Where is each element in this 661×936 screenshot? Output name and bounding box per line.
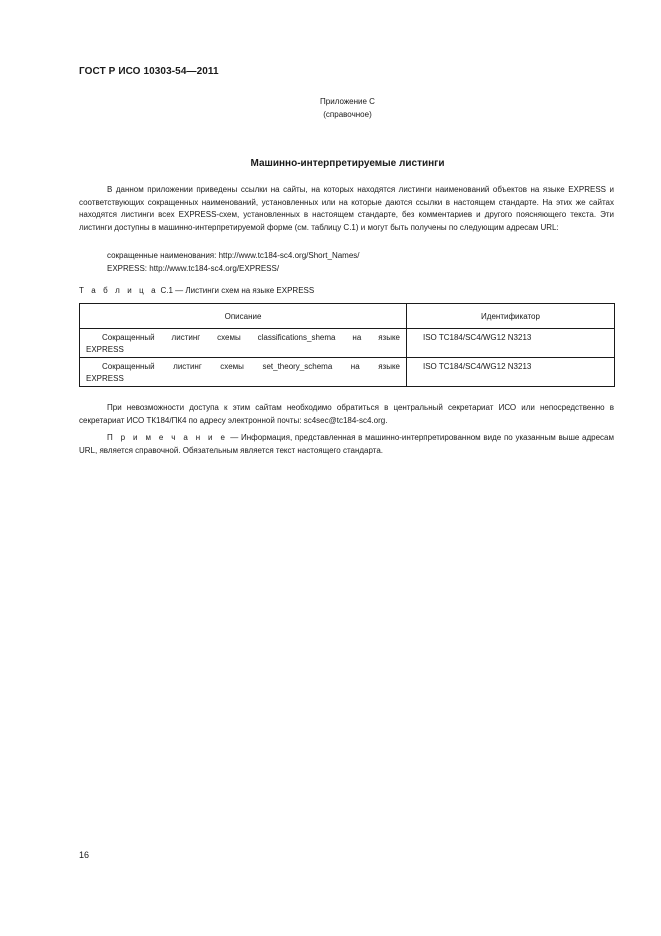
table-row (80, 329, 615, 358)
row-description (80, 329, 407, 358)
note-label: П р и м е ч а н и е (107, 433, 228, 442)
intro-paragraph: В данном приложении приведены ссылки на сайты, на которых находятся листинги наименований объектов на языке EXPRESS и соответствующих сокращенных наименований, установленных или на которые даются ссылки в настоящем стандарте. На этих же сайтах находятся листинги всех EXPRESS-схем, установленных в настоящем стандарте, без комментариев и другого поясняющего текста. Эти листинги доступны в машинно-интерпретируемой форме (см. таблицу С.1) и могут быть получены по следующим адресам URL: (79, 185, 614, 232)
url-express: EXPRESS: http://www.tc184-sc4.org/EXPRESS/ (107, 264, 280, 273)
table-caption-label: Т а б л и ц а (79, 286, 159, 295)
section-title: Машинно-интерпретируемые листинги (250, 158, 445, 169)
appendix-label: Приложение С (320, 97, 375, 106)
row-description-line1: Сокращенный листинг схемы classifications_shema на языке (102, 333, 400, 342)
access-paragraph: При невозможности доступа к этим сайтам необходимо обратиться в центральный секретариат ИСО или непосредственно в секретариат ИСО ТК184/ПК4 по адресу электронной почты: sc4sec@tc184-sc4.org. (79, 403, 614, 425)
note-text: — Информация, представленная в машинно-интерпретированном виде по указанным выше адресам URL, является справочной. Обязательным является текст настоящего стандарта. (79, 433, 614, 455)
header-description: Описание (80, 304, 407, 329)
row-identifier: ISO TC184/SC4/WG12 N3213 (407, 329, 615, 358)
table-header-row (80, 304, 615, 329)
appendix-type: (справочное) (323, 110, 372, 119)
page-number: 16 (79, 850, 90, 860)
row-description-line2: EXPRESS (86, 373, 124, 383)
row-description-line1: Сокращенный листинг схемы set_theory_schema на языке (102, 362, 400, 371)
note-paragraph (79, 432, 614, 457)
table-row (80, 358, 615, 387)
row-description (80, 358, 407, 387)
header-identifier: Идентификатор (407, 304, 615, 329)
table-caption-text: С.1 — Листинги схем на языке EXPRESS (158, 286, 315, 295)
row-identifier: ISO TC184/SC4/WG12 N3213 (407, 358, 615, 387)
table-caption (79, 286, 314, 295)
standard-code: ГОСТ Р ИСО 10303-54—2011 (79, 66, 219, 77)
row-description-line2: EXPRESS (86, 344, 124, 354)
listings-table (79, 303, 615, 387)
url-short-names: сокращенные наименования: http://www.tc184-sc4.org/Short_Names/ (107, 251, 360, 260)
